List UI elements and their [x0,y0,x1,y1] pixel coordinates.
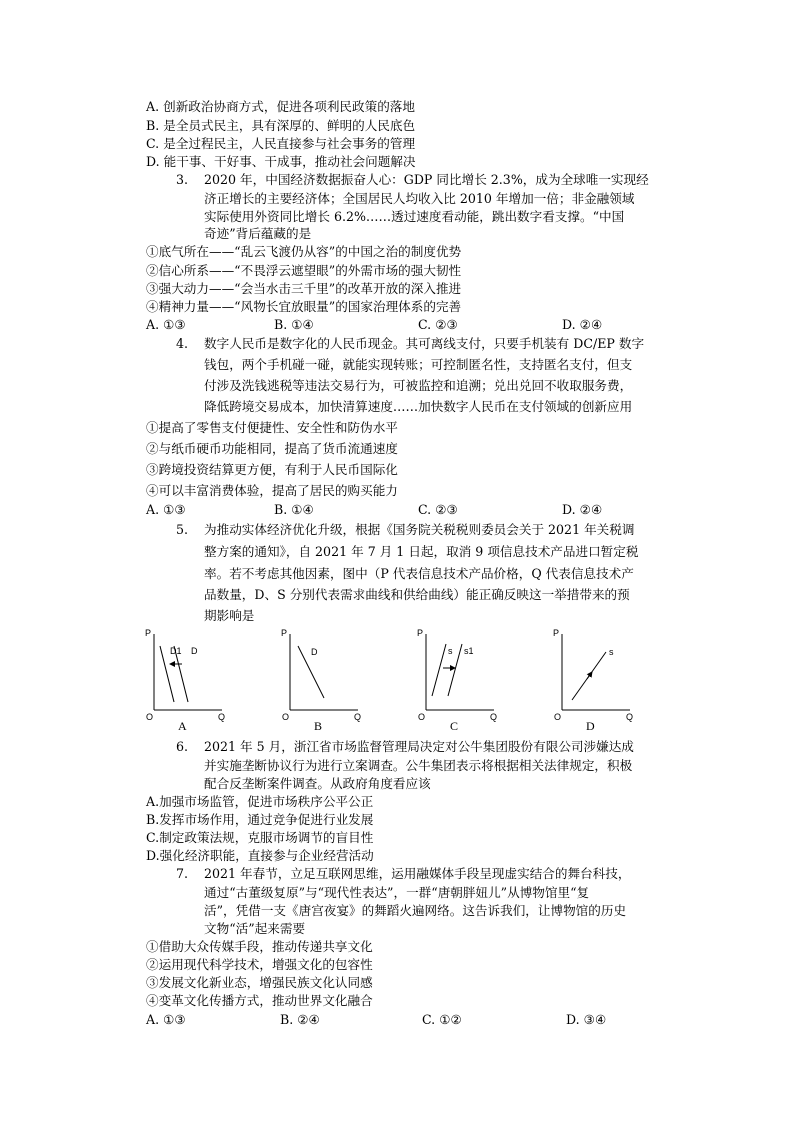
q4-choice-a: A. ①③ [146,502,186,517]
q6-stem-line: 配合反垄断案件调查。从政府角度看应该 [204,776,431,791]
diagram-b [276,624,376,736]
q4-stem-line: 付涉及洗钱逃税等违法交易行为，可被监控和追溯；兑出兑回不收取服务费， [204,378,633,393]
curve-label-s1: s1 [464,646,474,656]
curve-label-s: s [609,647,614,657]
q4-choice-c: C. ②③ [418,502,458,517]
q7-stem-line: 2021 年春节，立足互联网思维，运用融媒体手段呈现虚实结合的舞台科技， [204,866,631,881]
q5-stem-line: 品数量，D、S 分别代表需求曲线和供给曲线）能正确反映这一举措带来的预 [204,587,630,602]
curve-label-d: D [191,646,198,656]
q6-choice-a: A.加强市场监管，促进市场秩序公平公正 [146,794,374,809]
diagram-caption: C [450,719,459,733]
q3-number: 3. [176,172,189,187]
origin-label: O [418,712,426,722]
origin-label: O [554,712,562,722]
q3-choice-d: D. ②④ [562,317,603,332]
diagram-c-graph [412,624,512,736]
q3-stem-line: 实际使用外资同比增长 6.2%……透过速度看动能，跳出数字看支撑。“中国 [204,209,625,224]
curve-label-d1: D1 [170,646,182,656]
q5-number: 5. [176,522,189,537]
axis-q-label: Q [354,712,362,722]
diagram-b-graph [276,624,376,736]
origin-label: O [146,712,154,722]
q7-choice-c: C. ①② [422,1012,462,1027]
q3-item-2: ②信心所系——“不畏浮云遮望眼”的外需市场的强大韧性 [146,263,462,278]
q3-item-1: ①底气所在——“乱云飞渡仍从容”的中国之治的制度优势 [146,244,462,259]
movement-arrow [587,672,592,679]
q4-choice-d: D. ②④ [562,502,603,517]
q3-stem-line: 济正增长的主要经济体；全国居民人均收入比 2010 年增加一倍；非金融领域 [204,191,635,206]
diagram-caption: B [314,719,323,733]
q3-item-4: ④精神力量——“风物长宜放眼量”的国家治理体系的完善 [146,299,462,314]
q4-choice-b: B. ①④ [274,502,314,517]
diagram-caption: A [178,719,187,733]
q7-choice-a: A. ①③ [146,1012,186,1027]
q5-stem-line: 率。若不考虑其他因素，图中（P 代表信息技术产品价格，Q 代表信息技术产 [204,566,634,581]
q6-stem-line: 并实施垄断协议行为进行立案调查。公牛集团表示将根据相关法律规定，积极 [204,758,633,773]
diagram-caption: D [586,719,595,733]
q6-number: 6. [176,739,189,754]
q7-item-3: ③发展文化新业态，增强民族文化认同感 [146,975,373,990]
origin-label: O [282,712,290,722]
q5-stem-line: 期影响是 [204,608,255,623]
q7-stem-line: 活”，凭借一支《唐宫夜宴》的舞蹈火遍网络。这告诉我们，让博物馆的历史 [204,903,627,918]
q7-choice-d: D. ③④ [566,1012,607,1027]
diagram-d-graph [548,624,648,736]
q3-item-3: ③强大动力——“会当水击三千里”的改革开放的深入推进 [146,281,462,296]
axis-p-label: P [145,628,152,638]
q6-choice-d: D.强化经济职能，直接参与企业经营活动 [146,848,374,863]
axis-p-label: P [281,628,288,638]
q4-stem-line: 数字人民币是数字化的人民币现金。其可离线支付，只要手机装有 DC/EP 数字 [204,336,645,351]
q3-stem-line: 2020 年，中国经济数据振奋人心：GDP 同比增长 2.3%，成为全球唯一实现经 [204,172,649,187]
q7-number: 7. [176,866,189,881]
diagram-a [140,624,240,736]
q2-option-d: D. 能干事、干好事、干成事，推动社会问题解决 [146,154,416,169]
q3-stem-line: 奇迹”背后蕴藏的是 [204,226,312,241]
q5-stem-line: 为推动实体经济优化升级，根据《国务院关税税则委员会关于 2021 年关税调 [204,522,635,537]
q4-stem-line: 降低跨境交易成本，加快清算速度……加快数字人民币在支付领域的创新应用 [204,399,633,414]
q7-item-2: ②运用现代科学技术，增强文化的包容性 [146,957,373,972]
q5-stem-line: 整方案的通知》，自 2021 年 7 月 1 日起，取消 9 项信息技术产品进口暂定税 [204,544,639,559]
q6-choice-b: B.发挥市场作用，通过竞争促进行业发展 [146,812,374,827]
axis-q-label: Q [626,712,634,722]
q6-choice-c: C.制定政策法规，克服市场调节的盲目性 [146,830,374,845]
axis-q-label: Q [218,712,226,722]
q7-stem-line: 文物“活”起来需要 [204,921,306,936]
q2-option-a: A. 创新政治协商方式，促进各项利民政策的落地 [146,99,415,114]
q2-option-c: C. 是全过程民主，人民直接参与社会事务的管理 [146,136,416,151]
q3-choice-a: A. ①③ [146,317,186,332]
q4-item-1: ①提高了零售支付便捷性、安全性和防伪水平 [146,420,398,435]
axis-p-label: P [417,628,424,638]
curve-label-d: D [311,647,318,657]
q2-option-b: B. 是全员式民主，具有深厚的、鲜明的人民底色 [146,118,416,133]
diagram-d [548,624,648,736]
q7-item-4: ④变革文化传播方式，推动世界文化融合 [146,993,373,1008]
diagram-c [412,624,512,736]
curve-label-s: s [448,646,453,656]
q4-item-2: ②与纸币硬币功能相同，提高了货币流通速度 [146,441,398,456]
q3-choice-c: C. ②③ [418,317,458,332]
axis-p-label: P [553,628,560,638]
curve-s [432,644,446,696]
q4-number: 4. [176,336,189,351]
q4-item-3: ③跨境投资结算更方便，有利于人民币国际化 [146,462,398,477]
axis-q-label: Q [490,712,498,722]
q6-stem-line: 2021 年 5 月，浙江省市场监督管理局决定对公牛集团股份有限公司涉嫌达成 [204,739,634,754]
q7-choice-b: B. ②④ [280,1012,320,1027]
q7-item-1: ①借助大众传媒手段，推动传递共享文化 [146,939,373,954]
diagram-a-graph [140,624,240,736]
q4-item-4: ④可以丰富消费体验，提高了居民的购买能力 [146,483,398,498]
q3-choice-b: B. ①④ [274,317,314,332]
q4-stem-line: 钱包，两个手机碰一碰，就能实现转账；可控制匿名性，支持匿名支付，但支 [204,357,633,372]
q7-stem-line: 通过“古董级复原”与“现代性表达”，一群“唐朝胖妞儿”从博物馆里“复 [204,885,590,900]
